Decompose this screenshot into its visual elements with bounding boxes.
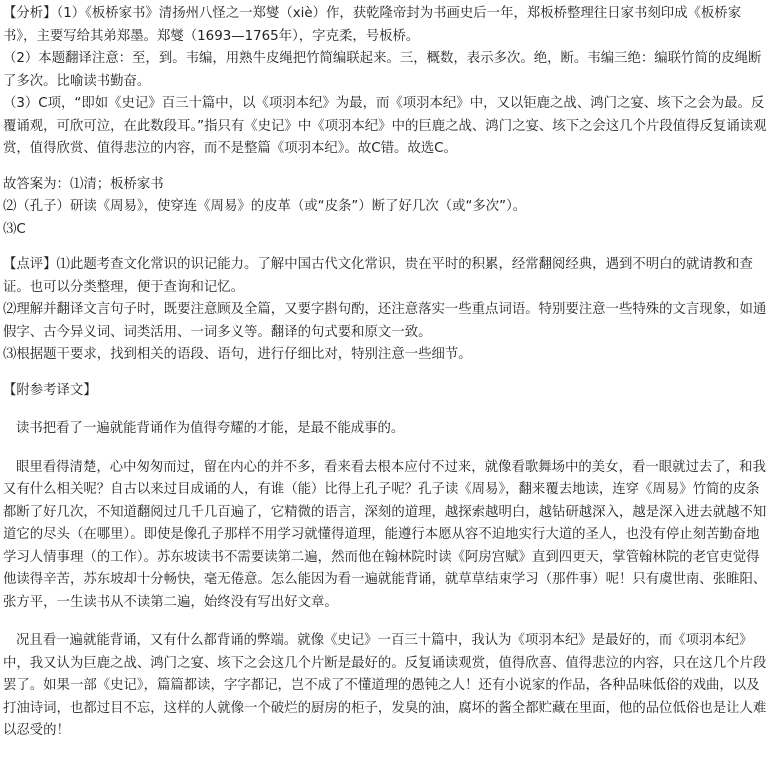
spacer — [3, 402, 772, 418]
translation-heading: 【附参考译文】 — [3, 382, 97, 398]
answer-line1: 故答案为：⑴清；板桥家书 — [3, 176, 164, 192]
spacer — [3, 161, 772, 174]
comment-part3: ⑶根据题干要求，找到相关的语段、语句，进行仔细比对，特别注意一些细节。 — [3, 347, 472, 362]
answer-line3: ⑶C — [3, 221, 26, 237]
translation-para2: 眼里看得清楚，心中匆匆而过，留在内心的并不多，看来看去根本应付不过来，就像看歌舞场中的美女，看一眼就过去了，和我又有什么相关呢？自古以来过目成诵的人，有谁（能）比得上孔子呢？孔子读《周易》，翻来覆去地读，连穿《周易》竹简的皮条都断了好几次，不知道翻阅过几千几百遍了，它精微的语言，深刻的道理，越探索越明白，越钻研越深入，越是深入进去就越不知道它的尽头（在哪里）。即使是像孔子那样不用学习就懂得道理，能遵行本愿从容不迫地实行大道的圣人，也没有停止刻苦勤奋地学习人情事理（的工作）。苏东坡读书不需要读第二遍，然而他在翰林院时读《阿房宫赋》直到四更天，掌管翰林院的老官吏觉得他读得辛苦，苏东坡却十分畅快，毫无倦意。怎么能因为看一遍就能背诵，就草草结束学习（那件事）呢！只有虞世南、张睢阳、张方平，一生读书从不读第二遍，始终没有写出好文章。 — [3, 459, 767, 610]
analysis-part3: （3）C项，“即如《史记》百三十篇中，以《项羽本纪》为最，而《项羽本纪》中，又以钜鹿之战、鸿门之宴、垓下之会为最。反覆诵观，可欣可泣，在此数段耳。”指只有《史记》中《项羽本纪》中的巨鹿之战、鸿门之宴、垓下之会这几个片段值得反复诵读观赏，值得欣赏、值得悲泣的内容，而不是整篇《项羽本纪》。故C错。故选C。 — [3, 96, 767, 156]
translation-para3: 况且看一遍就能背诵，又有什么都背诵的弊端。就像《史记》一百三十篇中，我认为《项羽本纪》是最好的，而《项羽本纪》中，我又认为巨鹿之战、鸿门之宴、垓下之会这几个片断是最好的。反复诵读观赏，值得欣喜、值得悲泣的内容，只在这几个片段罢了。如果一部《史记》，篇篇都读，字字都记，岂不成了不懂道理的愚钝之人！还有小说家的作品，各种品味低俗的戏曲，以及打油诗词，也都过目不忘，这样的人就像一个破烂的厨房的柜子，发臭的油，腐坏的酱全都贮藏在里面，他的品位低俗也是让人难以忍受的！ — [3, 633, 767, 738]
spacer — [3, 441, 772, 457]
spacer — [3, 241, 772, 254]
comment-part1: 【点评】⑴此题考查文化常识的识记能力。了解中国古代文化常识，贵在平时的积累，经常翻阅经典，遇到不明白的就请教和查证。也可以分类整理，便于查询和记忆。 — [3, 257, 753, 295]
comment-part2: ⑵理解并翻译文言句子时，既要注意顾及全篇，又要字斟句酌，还注意落实一些重点词语。特别要注意一些特殊的文言现象，如通假字、古今异义词、词类活用、一词多义等。翻译的句式要和原文一致。 — [3, 302, 767, 340]
translation-para1: 读书把看了一遍就能背诵作为值得夸耀的才能，是最不能成事的。 — [16, 421, 405, 436]
answer-line2: ⑵（孔子）研读《周易》，使穿连《周易》的皮革（或“皮条”）断了好几次（或“多次”）。 — [3, 199, 527, 214]
analysis-part2: （2）本题翻译注意：至，到。韦编，用熟牛皮绳把竹简编联起来。三，概数，表示多次。绝，断。韦编三绝：编联竹简的皮绳断了多次。比喻读书勤奋。 — [3, 51, 762, 89]
spacer — [3, 367, 772, 380]
analysis-part1: 【分析】（1）《板桥家书》清扬州八怪之一郑燮（xiè）作，获乾隆帝封为书画史后一年，郑板桥整理往日家书刻印成《板桥家书》，主要写给其弟郑墨。郑燮（1693—1765年），字克柔，号板桥。 — [3, 6, 742, 44]
spacer — [3, 614, 772, 630]
